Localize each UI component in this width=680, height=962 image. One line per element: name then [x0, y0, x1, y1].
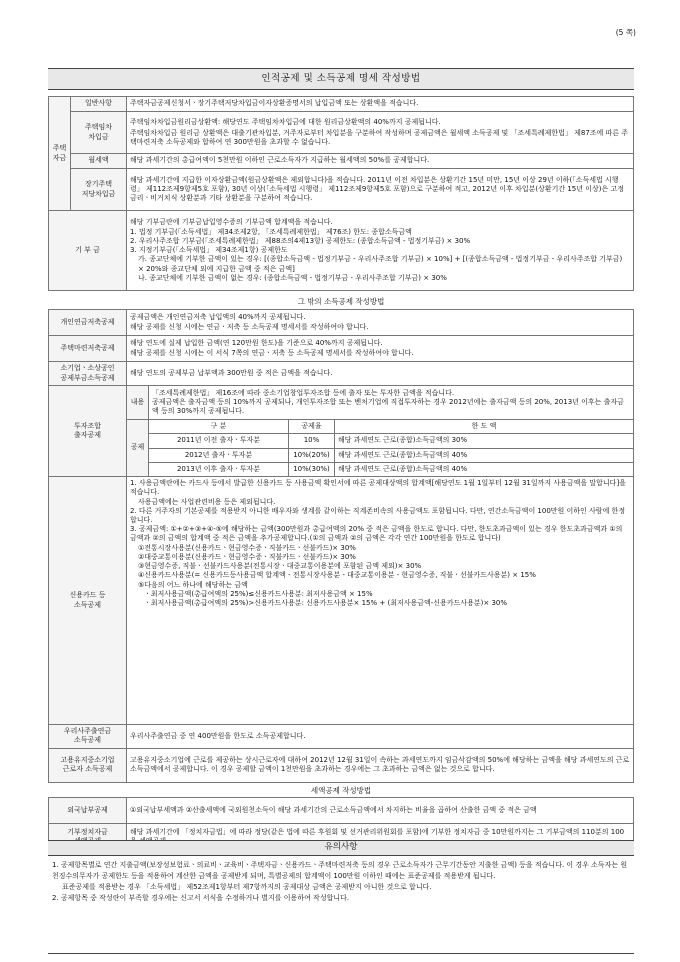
donation-line: 해당 기부금란에 기부금납입영수증의 기부금액 합계액을 적습니다.	[130, 218, 333, 227]
pension-line: 해당 공제를 신청 시에는 연금ㆍ저축 등 소득공제 명세서를 작성하여야 합니다.	[130, 322, 369, 331]
invest-row-rate: 10%(20%)	[289, 448, 335, 462]
small-biz-label: 소기업ㆍ소상공인 공제부금소득공제	[49, 362, 127, 386]
housing-savings-line: 해당 공제를 신청 시에는 이 서식 7쪽의 연금ㆍ저축 등 소득공제 명세서를 작성하여야 합니다.	[130, 348, 414, 357]
bottom-rule	[48, 953, 634, 954]
invest-row-category: 2012년 출자ㆍ투자분	[149, 448, 289, 462]
political-credit-label: 기부정치자금	[49, 824, 127, 850]
card-label: 신용카드 등 소득공제	[49, 477, 127, 725]
housing-savings-label: 주택마련저축공제	[49, 336, 127, 362]
pension-label: 개인연금저축공제	[49, 310, 127, 336]
housing-mortgage-text: 해당 과세기간에 지급한 이자상환금액(원금상환액은 제외합니다)을 적습니다. 2011년 이전 차입분은 상환기간 15년 미만, 15년 이상 29년 이하(「소득세법 시행령」 제112조제9항제5호 포함), 30년 이상(「소득세법 시행령」 제112조제9항제5호 포함)으로 구분하여 적고, 2012년 이후 차입분(상환기간 15년 이상)은 고정금리ㆍ비거치식 상환분과 기타 상환분을 구분하여 적습니다.	[127, 169, 634, 211]
housing-general-label: 일반사항	[71, 97, 127, 112]
housing-monthly-rent-text: 해당 과세기간의 총급여액이 5천만원 이하인 근로소득자가 지급하는 월세액의 50%를 공제합니다.	[127, 154, 634, 169]
card-line: ③현금영수증, 직불ㆍ선불카드사용분(전통시장ㆍ대중교통이용분에 포함된 금액 제외)× 30%	[138, 562, 422, 571]
card-line: 사용금액에는 사업관련비용 등은 제외됩니다.	[138, 497, 276, 506]
card-line: ㆍ최저사용금액(총급여액의 25%)≤신용카드사용분: 최저사용금액 × 15%	[144, 589, 373, 598]
housing-table	[48, 96, 634, 211]
page-number: (5 쪽)	[615, 28, 636, 37]
sme-label: 고용유지중소기업 근로자 소득공제	[49, 748, 127, 782]
pension-text	[127, 310, 634, 336]
other-section-title: 그 밖의 소득공제 작성방법	[297, 297, 385, 307]
political-credit-text: 해당 과세기간에 「정치자금법」에 따라 정당(같은 법에 따른 후원회 및 선거관리위원회를 포함)에 기부한 정치자금 중 10만원까지는 그 기부금액의 110분의 100	[127, 824, 634, 850]
notes-title-bar	[48, 840, 634, 856]
housing-savings-line: 해당 연도에 실제 납입한 금액(연 120만원 한도)을 기준으로 40%까지 공제됩니다.	[130, 339, 383, 348]
invest-row-limit: 해당 과세연도 근로(종합)소득금액의 40%	[335, 462, 634, 476]
invest-header-category: 구 분	[149, 420, 289, 434]
donation-line: 1. 법정 기부금(「소득세법」 제34조제2항, 「조세특례제한법」 제76조) 한도: 종합소득금액	[130, 227, 412, 236]
note-2: 2. 공제항목 중 작성란이 부족할 경우에는 신고서 서식을 수정하거나 별지를 이용하여 작성합니다.	[52, 893, 350, 902]
card-line: ④신용카드사용분(= 신용카드등사용금액 합계액 - 전통시장사용분 - 대중교통이용분 - 현금영수증, 직불ㆍ선불카드사용분) × 15%	[138, 571, 536, 580]
invest-header-rate: 공제율	[289, 420, 335, 434]
housing-general-text: 주택자금공제신청서ㆍ장기주택저당차입금이자상환증명서의 납입금액 또는 상환액을 적습니다.	[127, 97, 634, 112]
housing-group-label: 주택 자금	[49, 97, 71, 211]
housing-rent-loan-label: 주택임차 차입금	[71, 112, 127, 154]
donation-text	[127, 211, 634, 291]
donation-table	[48, 210, 634, 291]
invest-row-category: 2013년 이후 출자ㆍ투자분	[149, 462, 289, 476]
housing-rent-loan-line: 주택임차차입금원리금상환액: 해당연도 주택임차차입금에 대한 원리금상환액의 40%까지 공제됩니다.	[130, 117, 441, 126]
foreign-credit-label: 외국납부공제	[49, 798, 127, 824]
small-biz-text: 해당 연도의 공제부금 납부액과 300만원 중 적은 금액을 적습니다.	[127, 362, 634, 386]
page-title-text: 인적공제 및 소득공제 명세 작성방법	[261, 72, 421, 84]
card-line: ②대중교통이용분(신용카드ㆍ현금영수증ㆍ직불카드ㆍ선불카드)× 30%	[138, 552, 356, 561]
invest-content-line: 「조세특례제한법」 제16조에 따라 중소기업창업투자조합 등에 출자 또는 투자한 금액을 적습니다.	[152, 388, 455, 397]
invest-header-limit: 한 도 액	[335, 420, 634, 434]
invest-row-rate: 10%	[289, 434, 335, 448]
page-title	[48, 68, 634, 90]
card-text	[127, 477, 634, 725]
pension-line: 공제금액은 개인연금저축 납입액의 40%까지 공제됩니다.	[130, 313, 306, 322]
donation-line: 2. 우리사주조합 기부금(「조세특례제한법」 제88조의4제13항) 공제한도: (종합소득금액 - 법정기부금) × 30%	[130, 236, 471, 245]
housing-savings-text	[127, 336, 634, 362]
invest-content-label: 내용	[127, 386, 149, 420]
invest-content-line: 공제금액은 출자금액 등의 10%까지 공제되나, 개인투자조합 또는 벤처기업에 직접투자하는 경우 2012년에는 출자금액 등의 20%, 2013년 이후는 출자금액 등의 30%까지 공제됩니다.	[152, 397, 624, 416]
invest-row-category: 2011년 이전 출자ㆍ투자분	[149, 434, 289, 448]
donation-line: 가. 종교단체에 기부한 금액이 있는 경우: [(종합소득금액 - 법정기부금 - 우리사주조합 기부금) × 10%] + [(종합소득금액 - 법정기부금 - 우리사주조합 기부금) × 20%와 종교단체 외에 지급한 금액 중 적은 금액]	[138, 255, 623, 273]
housing-rent-loan-text	[127, 112, 634, 154]
donation-line: 나. 종교단체에 기부한 금액이 없는 경우: (종합소득금액 - 법정기부금 - 우리사주조합 기부금) × 30%	[138, 273, 447, 282]
donation-line: 3. 지정기부금(「소득세법」 제34조제1항) 공제한도	[130, 246, 288, 255]
card-line: 1. 사용금액란에는 카드사 등에서 발급한 신용카드 등 사용금액 확인서에 따른 공제대상액의 합계액[해당연도 1월 1일부터 12월 31일까지 사용금액을 말합니다]을 적습니다.	[130, 479, 626, 497]
card-line: ⑤다음의 어느 하나에 해당하는 금액	[138, 580, 248, 589]
note-1: 1. 공제항목별로 연간 지출금액(보장성보험료ㆍ의료비ㆍ교육비ㆍ주택자금ㆍ신용카드ㆍ주택마련저축 등의 경우 근로소득자가 근무기간동안 지출한 금액) 등을 적습니다. 이 경우 소득자는 원천징수의무자가 공제한도 등을 적용하여 계산한 금액을 공제받게 되며, 특별공제의 합계액이 100만원 이하인 때에는 표준공제를 적용받게 됩니다.	[52, 861, 628, 880]
sme-text: 고용유지중소기업에 근로를 제공하는 상시근로자에 대하여 2012년 12월 31일이 속하는 과세연도까지 임금삭감액의 50%에 해당하는 금액을 해당 과세연도의 근로소득금액에서 공제합니다. 이 경우 공제할 금액이 1천만원을 초과하는 경우에는 그 초과하는 금액은 없는 것으로 합니다.	[127, 748, 634, 782]
housing-mortgage-label: 장기주택 저당차입금	[71, 169, 127, 211]
foreign-credit-text: ①외국납부세액과 ②산출세액에 국외원천소득이 해당 과세기간의 근로소득금액에서 차지하는 비율을 곱하여 산출한 금액 중 적은 금액	[127, 798, 634, 824]
other-deductions-table	[48, 309, 634, 782]
invest-label: 투자조합 출자공제	[49, 386, 127, 477]
housing-rent-loan-line: 주택임차차입금 원리금 상환액은 대출기관차입분, 거주자로부터 차입분을 구분하여 작성하며 공제금액은 월세액 소득공제 및 「조세특례제한법」 제87조에 따른 주택마련저축 소득공제와 합하여 연 300만원을 초과할 수 없습니다.	[130, 128, 629, 147]
donation-label: 기 부 금	[49, 211, 127, 291]
card-line: 2. 다른 거주자의 기본공제를 적용받지 아니한 배우자와 생계를 같이하는 직계존비속의 사용금액도 포함됩니다. 다만, 연간소득금액이 100만원 이하인 사람에 한정합니다.	[130, 506, 626, 524]
notes-title: 유의사항	[324, 842, 358, 853]
esop-text: 우리사주출연금 중 연 400만원을 한도로 소득공제합니다.	[127, 725, 634, 748]
card-line: ㆍ최저사용금액(총급여액의 25%)>신용카드사용분: 신용카드사용분× 15% + (최저사용금액-신용카드사용분)× 30%	[144, 599, 508, 608]
invest-deduct-label: 공제	[127, 420, 149, 477]
note-1b: 표준공제를 적용받는 경우 「소득세법」 제52조제1항부터 제7항까지의 공제대상 금액은 공제받지 아니한 것으로 합니다.	[62, 882, 432, 891]
invest-row-limit: 해당 과세연도 근로(종합)소득금액의 30%	[335, 434, 634, 448]
main-instructions	[48, 96, 634, 850]
tax-credit-section-title: 세액공제 작성방법	[310, 785, 372, 795]
housing-monthly-rent-label: 월세액	[71, 154, 127, 169]
invest-content-text	[149, 386, 634, 420]
card-line: ①전통시장사용분(신용카드ㆍ현금영수증ㆍ직불카드ㆍ선불카드)× 30%	[138, 543, 356, 552]
esop-label: 우리사주출연금 소득공제	[49, 725, 127, 748]
invest-row-rate: 10%(30%)	[289, 462, 335, 476]
notes-body	[52, 860, 632, 903]
invest-row-limit: 해당 과세연도 근로(종합)소득금액의 40%	[335, 448, 634, 462]
card-line: 3. 공제금액: ①+②+③+④-⑤에 해당하는 금액(300만원과 총급여액의 20% 중 적은 금액을 한도로 합니다. 다만, 한도초과금액이 있는 경우 한도초과금액과 ①의 금액과 ②의 금액의 합계액 중 적은 금액을 추가공제합니다.(①의 금액과 ②의 금액은 각각 연간 100만원을 한도로 합니다)	[130, 525, 623, 543]
